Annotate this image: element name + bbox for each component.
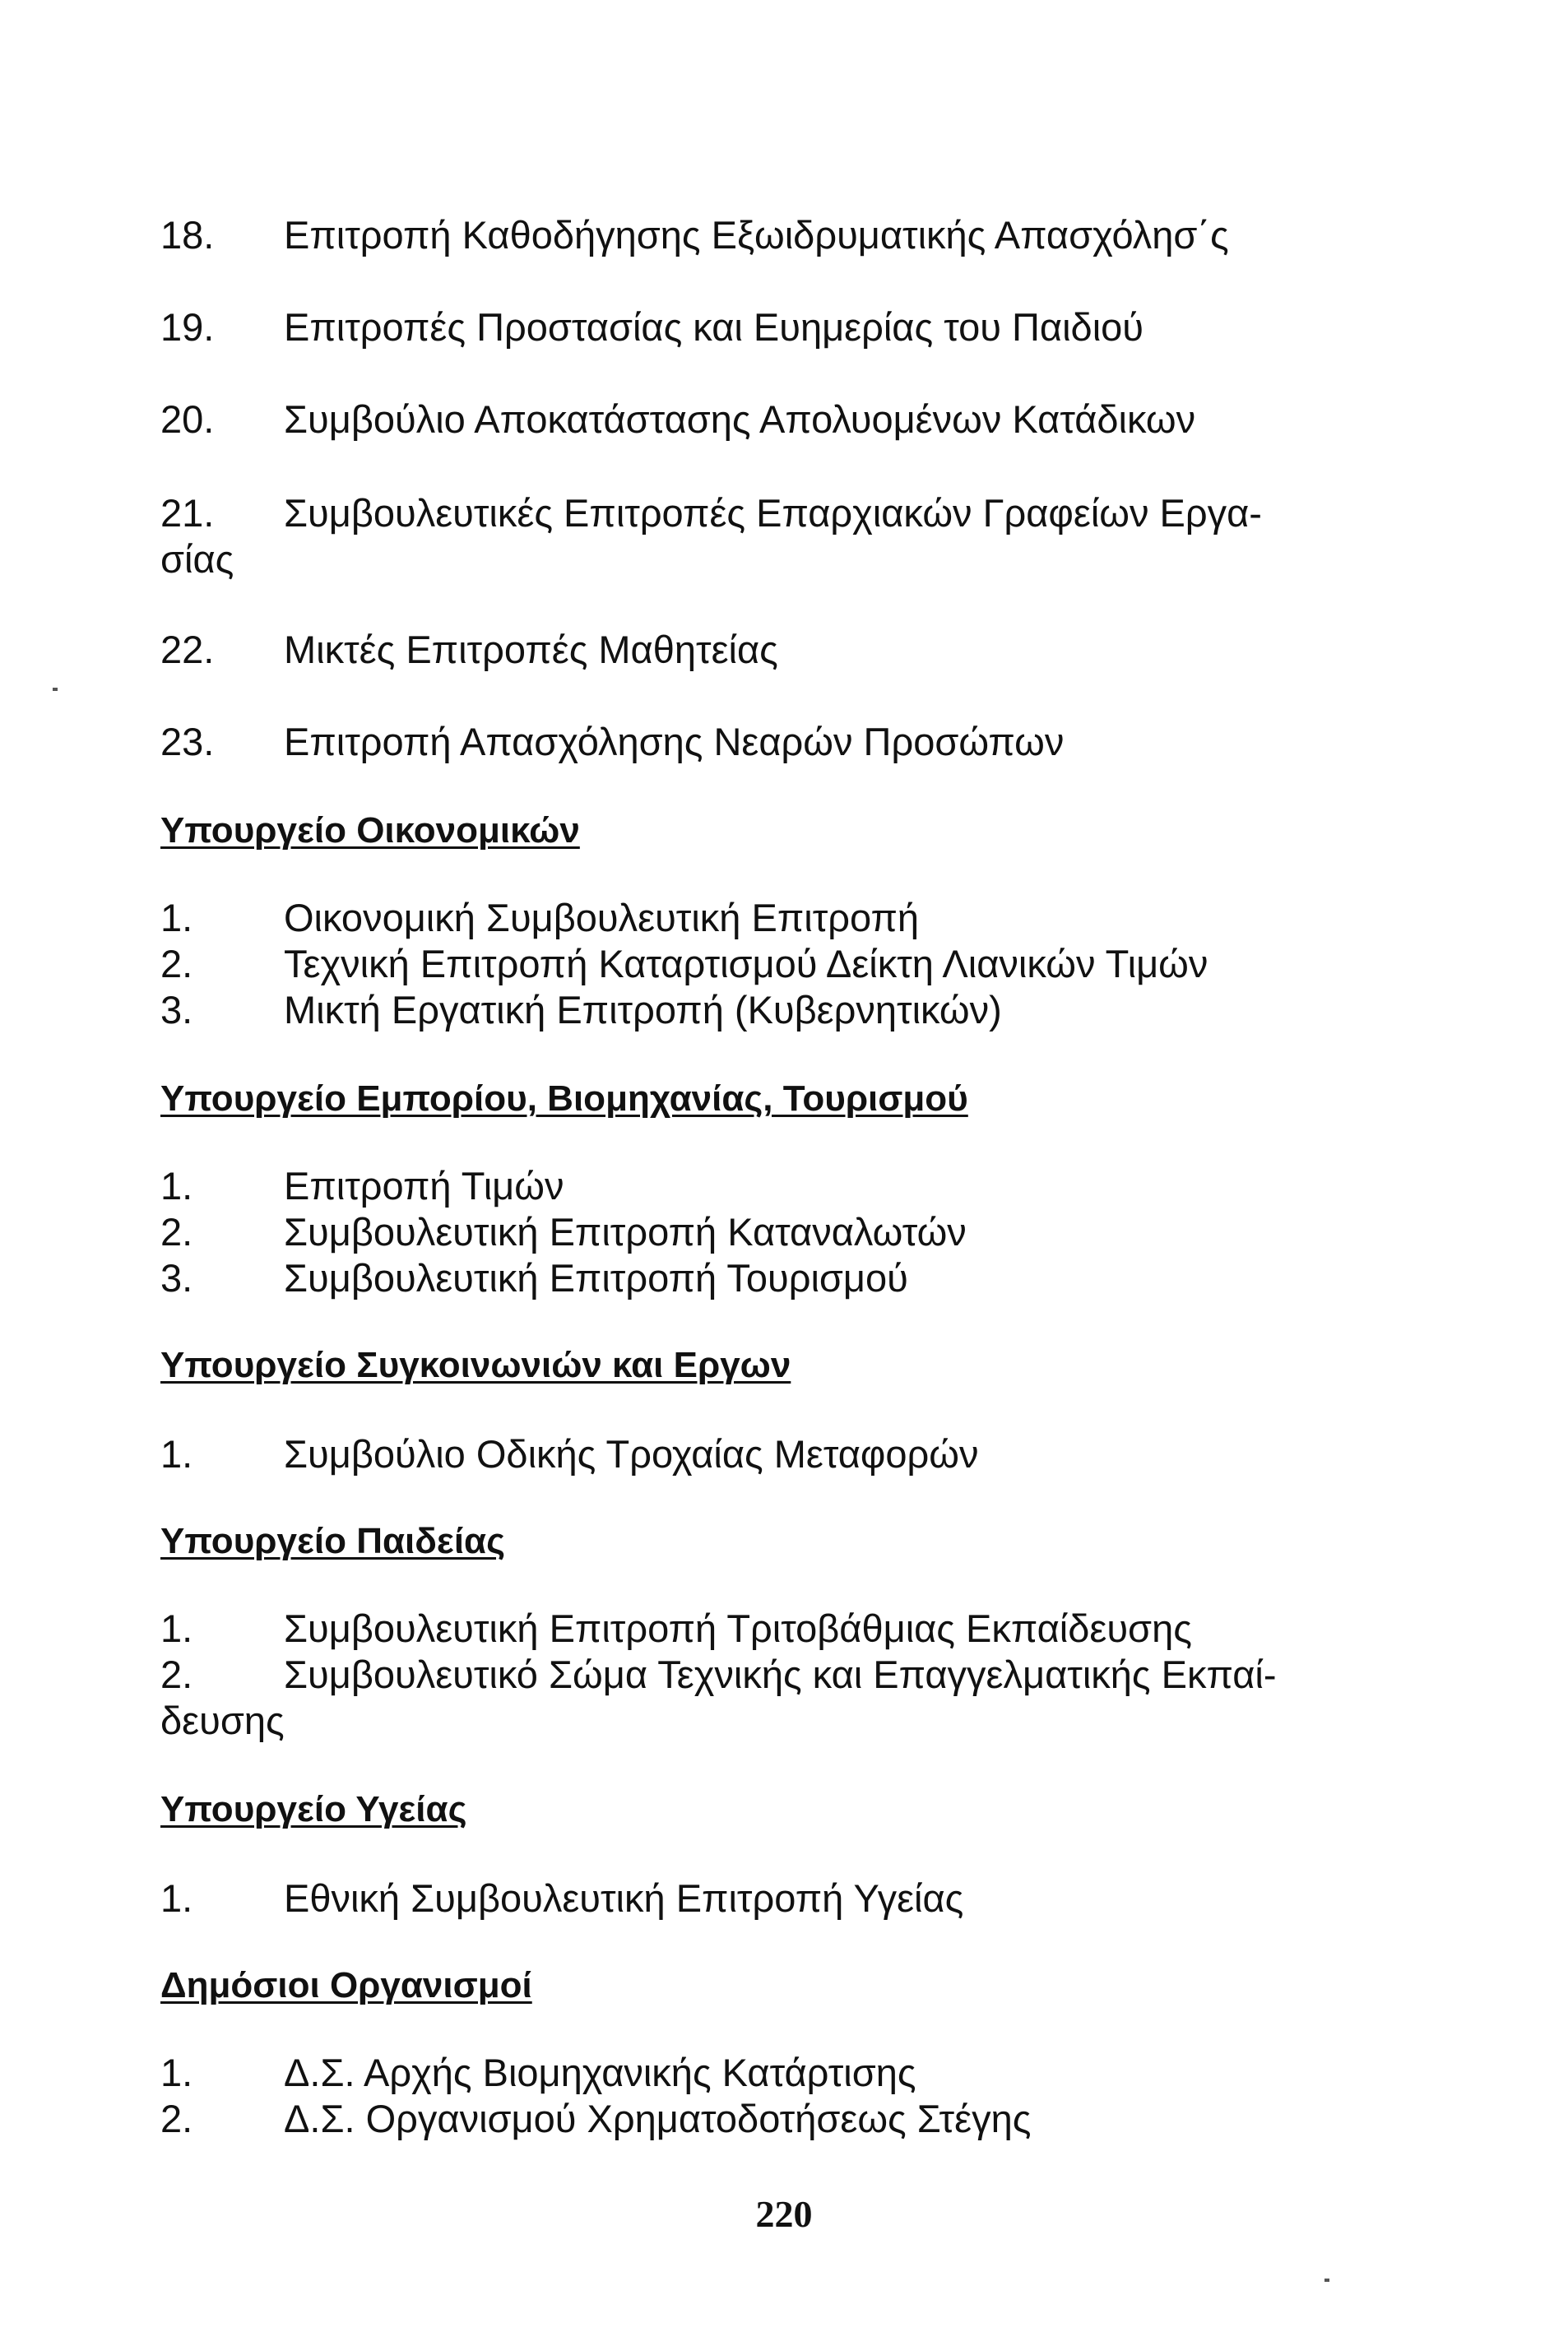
section-heading: Υπουργείο Οικονομικών (160, 810, 580, 851)
item-number: 1. (160, 896, 193, 939)
item-text: Δ.Σ. Αρχής Βιομηχανικής Κατάρτισης (284, 2051, 916, 2094)
item-number: 19. (160, 305, 215, 349)
item-number: 22. (160, 628, 215, 671)
section-heading: Υπουργείο Συγκοινωνιών και Εργων (160, 1345, 791, 1385)
item-number: 2. (160, 2097, 193, 2140)
item-text: Επιτροπή Καθοδήγησης Εξωιδρυματικής Απασχόλησ΄ς (284, 213, 1229, 257)
item-number: 20. (160, 397, 215, 441)
item-text: Συμβούλιο Αποκατάστασης Απολυομένων Κατάδικων (284, 397, 1196, 441)
item-number: 1. (160, 1432, 193, 1476)
item-number: 23. (160, 720, 215, 763)
item-text: Μικτή Εργατική Επιτροπή (Κυβερνητικών) (284, 988, 1002, 1032)
item-text: Συμβουλευτικό Σώμα Τεχνικής και Επαγγελματικής Εκπαί- (284, 1653, 1277, 1696)
item-number: 1. (160, 1876, 193, 1920)
section-heading: Υπουργείο Υγείας (160, 1789, 467, 1829)
item-number: 2. (160, 1210, 193, 1254)
item-text: Επιτροπή Απασχόλησης Νεαρών Προσώπων (284, 720, 1065, 763)
item-number: 21. (160, 491, 215, 535)
item-text-continuation: δευσης (160, 1699, 285, 1742)
section-heading: Υπουργείο Παιδείας (160, 1521, 505, 1561)
item-text: Συμβουλευτική Επιτροπή Τριτοβάθμιας Εκπαίδευσης (284, 1606, 1192, 1650)
item-number: 1. (160, 1164, 193, 1208)
item-text: Τεχνική Επιτροπή Καταρτισμού Δείκτη Λιανικών Τιμών (284, 942, 1208, 985)
item-text: Συμβουλευτική Επιτροπή Τουρισμού (284, 1256, 908, 1300)
scan-speck (1324, 2279, 1329, 2282)
item-text: Επιτροπή Τιμών (284, 1164, 564, 1208)
item-number: 2. (160, 942, 193, 985)
item-text: Συμβούλιο Οδικής Τροχαίας Μεταφορών (284, 1432, 979, 1476)
item-text: Συμβουλευτικές Επιτροπές Επαρχιακών Γραφείων Εργα- (284, 491, 1262, 535)
scan-speck (53, 688, 58, 691)
item-number: 3. (160, 988, 193, 1032)
section-heading: Δημόσιοι Οργανισμοί (160, 1965, 532, 2005)
item-text: Εθνική Συμβουλευτική Επιτροπή Υγείας (284, 1876, 964, 1920)
item-number: 1. (160, 2051, 193, 2094)
item-number: 3. (160, 1256, 193, 1300)
item-text: Οικονομική Συμβουλευτική Επιτροπή (284, 896, 920, 939)
item-text: Μικτές Επιτροπές Μαθητείας (284, 628, 778, 671)
section-heading: Υπουργείο Εμπορίου, Βιομηχανίας, Τουρισμού (160, 1078, 968, 1119)
item-text: Επιτροπές Προστασίας και Ευημερίας του Παιδιού (284, 305, 1144, 349)
page-number: 220 (755, 2193, 813, 2235)
item-text: Συμβουλευτική Επιτροπή Καταναλωτών (284, 1210, 967, 1254)
item-text: Δ.Σ. Οργανισμού Χρηματοδοτήσεως Στέγης (284, 2097, 1032, 2140)
item-number: 2. (160, 1653, 193, 1696)
item-number: 1. (160, 1606, 193, 1650)
item-text-continuation: σίας (160, 537, 234, 581)
item-number: 18. (160, 213, 215, 257)
